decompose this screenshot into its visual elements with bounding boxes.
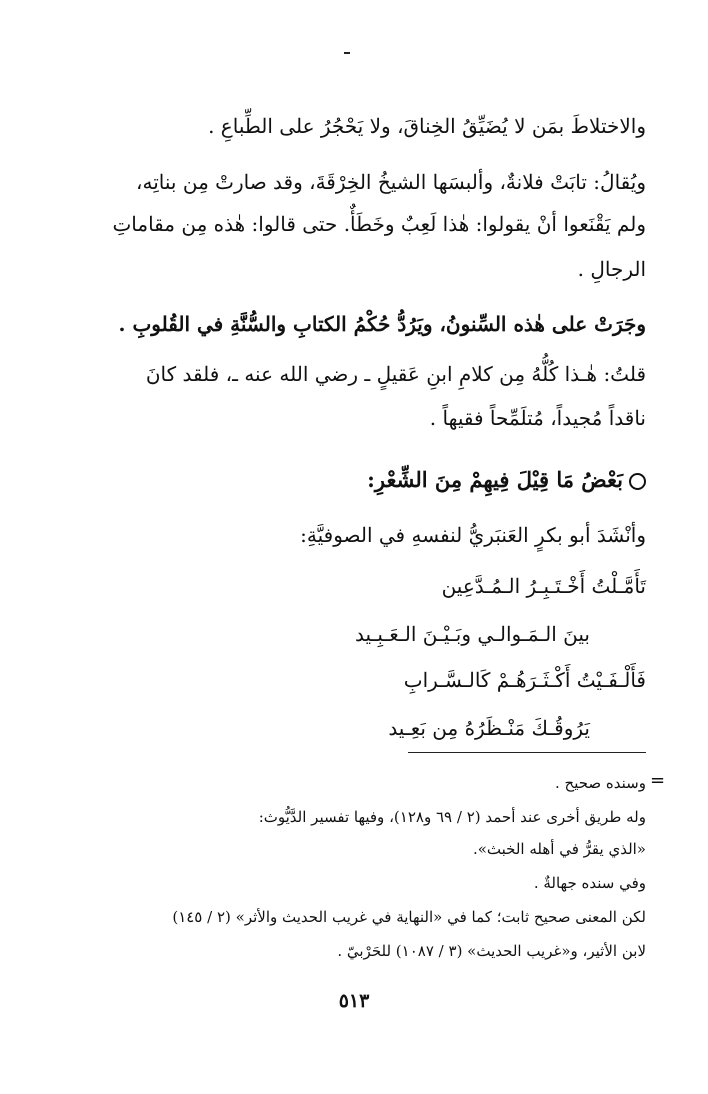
body-line-3: ولم يَقْنَعوا أنْ يقولوا: هٰذا لَعِبٌ وخَطَأٌ. حتى قالوا: هٰذه مِن مقاماتِ [112, 212, 646, 236]
body-line-1: والاختلاطَ بمَن لا يُضَيِّقُ الخِناقَ، ولا يَحْجُرُ على الطِّباعِ . [208, 114, 646, 138]
body-line-4: الرجالِ . [577, 257, 646, 281]
body-line-6: قلتُ: هٰـذا كُلُّهُ مِن كلامِ ابنِ عَقيلٍ ـ رضي الله عنه ـ، فلقد كانَ [145, 362, 646, 386]
footnote-line-4: وفي سنده جهالةٌ . [533, 874, 646, 892]
top-mark [344, 52, 350, 54]
footnote-line-1: وسنده صحيح . [554, 774, 646, 792]
footnote-divider [408, 752, 646, 753]
circle-bullet-icon [629, 473, 646, 490]
footnote-line-3: «الذي يقرُّ في أهله الخبث». [472, 840, 646, 858]
body-line-7: ناقداً مُجيداً، مُتلَمِّحاً فقيهاً . [429, 406, 646, 430]
poem-intro: وأنْشَدَ أبو بكرٍ العَنبَريُّ لنفسهِ في الصوفيَّةِ: [300, 523, 646, 547]
footnote-line-2: وله طريق أخرى عند أحمد (٢ / ٦٩ و١٢٨)، وفيها تفسير الدَّيُّوث: [258, 808, 646, 826]
page-number: ٥١٣ [338, 990, 370, 1012]
footnote-continuation-mark: = [650, 770, 666, 791]
section-heading-text: بَعْضُ مَا قِيْلَ فِيهِمْ مِنَ الشِّعْرِ: [367, 467, 623, 492]
body-line-2: ويُقالُ: تابَتْ فلانةٌ، وألبسَها الشيخُ الخِرْقَةَ، وقد صارتْ مِن بناتِه، [136, 170, 646, 194]
verse-3: فَأَلْـفَـيْتُ أَكْـثَـرَهُـمْ كَالـسَّـرابِ [403, 668, 646, 692]
footnote-line-6: لابن الأثير، و«غريب الحديث» (٣ / ١٠٨٧) للحَرْبيّ . [337, 942, 646, 960]
verse-2: بينَ الـمَـوالـي وبَـيْـنَ الـعَـبِـيد [355, 622, 590, 646]
body-line-5: وجَرَتْ على هٰذه السِّنونُ، ويَرُدُّ حُكْمُ الكتابِ والسُّنَّةِ في القُلوبِ . [118, 312, 646, 336]
verse-4: يَرُوقُـكَ مَنْـظَرُهُ مِن بَعِـيد [388, 716, 590, 740]
verse-1: تَأَمَّـلْتُ أَخْـتَـبِـرُ الـمُـدَّعِين [441, 574, 646, 598]
footnote-line-5: لكن المعنى صحيح ثابت؛ كما في «النهاية في غريب الحديث والأثر» (٢ / ١٤٥) [172, 908, 646, 926]
section-heading [58, 466, 646, 494]
